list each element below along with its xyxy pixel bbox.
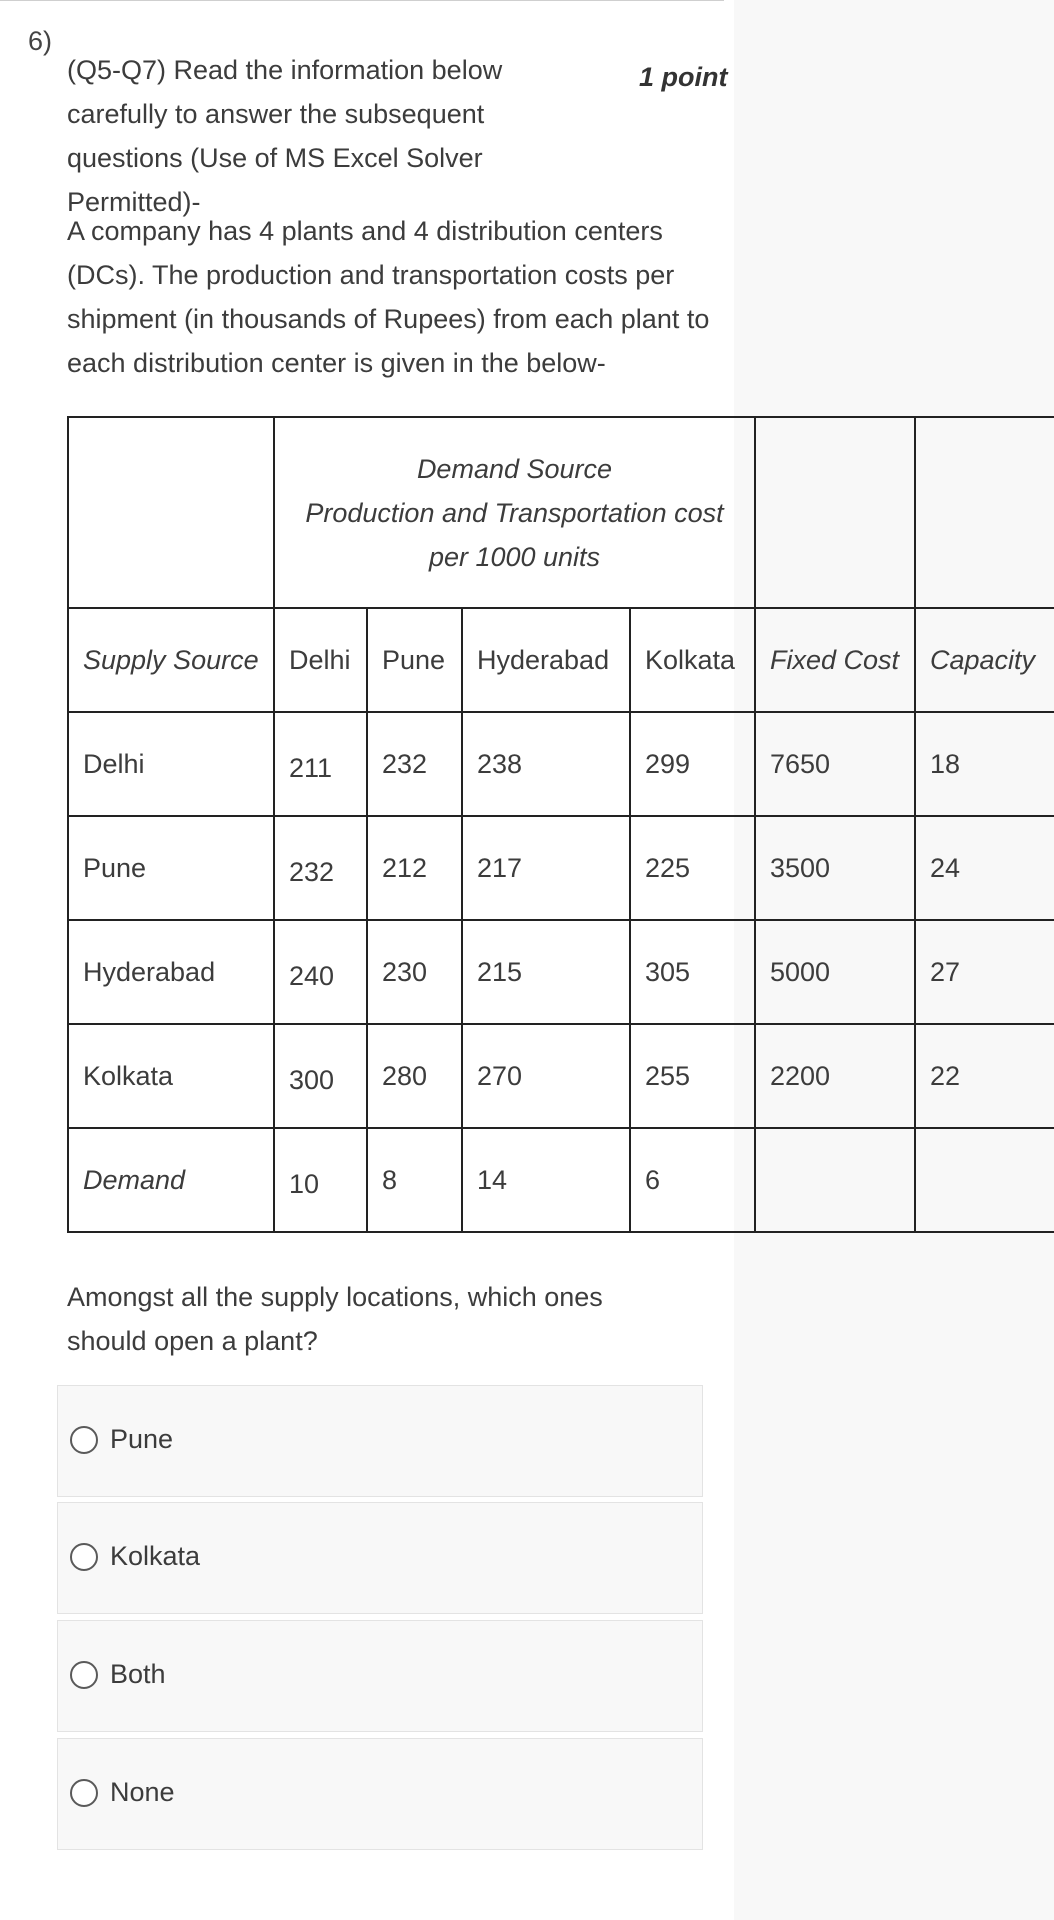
column-header: Fixed Cost <box>755 608 915 712</box>
column-header: Delhi <box>274 608 367 712</box>
table-row <box>68 816 1054 920</box>
table-row <box>68 1024 1054 1128</box>
option-label: Both <box>110 1659 166 1689</box>
radio-button-icon[interactable] <box>70 1426 98 1454</box>
option-label: Pune <box>110 1424 174 1454</box>
question-title: (Q5-Q7) Read the information below carefully to answer the subsequent questions (Use of MS Excel Solver Permitted)- <box>67 55 503 217</box>
supply-source-cell: Delhi <box>68 712 274 816</box>
cost-cell: 305 <box>630 920 755 1024</box>
column-header: Supply Source <box>68 608 274 712</box>
question-number: 6) <box>28 26 53 56</box>
option-label: Kolkata <box>110 1541 201 1571</box>
demand-row <box>68 1128 1054 1232</box>
column-header: Pune <box>367 608 462 712</box>
cost-cell <box>274 920 367 1024</box>
demand-cell: 6 <box>630 1128 755 1232</box>
supply-source-cell: Kolkata <box>68 1024 274 1128</box>
option-pune[interactable] <box>57 1385 703 1497</box>
demand-cell: 14 <box>462 1128 630 1232</box>
cost-cell: 230 <box>367 920 462 1024</box>
cost-cell <box>274 712 367 816</box>
fixed-cost-cell: 7650 <box>755 712 915 816</box>
radio-button-icon[interactable] <box>70 1661 98 1689</box>
question-prompt: Amongst all the supply locations, which ones should open a plant? <box>67 1282 603 1356</box>
cost-cell: 212 <box>367 816 462 920</box>
top-divider <box>0 0 724 1</box>
fixed-cost-cell: 5000 <box>755 920 915 1024</box>
cost-cell: 255 <box>630 1024 755 1128</box>
cost-table <box>67 416 1054 1233</box>
demand-value: 10 <box>289 1168 320 1199</box>
table-row <box>68 920 1054 1024</box>
cost-cell: 215 <box>462 920 630 1024</box>
cost-cell <box>274 816 367 920</box>
demand-header-line: Production and Transportation cost <box>305 497 724 528</box>
option-both[interactable] <box>57 1620 703 1732</box>
column-header: Hyderabad <box>462 608 630 712</box>
cost-cell: 217 <box>462 816 630 920</box>
supply-source-cell: Hyderabad <box>68 920 274 1024</box>
capacity-cell: 18 <box>915 712 1054 816</box>
capacity-cell: 27 <box>915 920 1054 1024</box>
cost-cell: 225 <box>630 816 755 920</box>
fixed-cost-cell: 2200 <box>755 1024 915 1128</box>
points-label: 1 point <box>639 62 728 92</box>
demand-label-cell: Demand <box>68 1128 274 1232</box>
empty-header-cell <box>915 417 1054 608</box>
cost-value: 300 <box>289 1064 335 1095</box>
empty-cell <box>915 1128 1054 1232</box>
empty-header-cell <box>755 417 915 608</box>
demand-source-header <box>274 417 755 608</box>
supply-source-cell: Pune <box>68 816 274 920</box>
cost-value: 232 <box>289 856 335 887</box>
demand-header-line: Demand Source <box>416 453 613 484</box>
column-header: Kolkata <box>630 608 755 712</box>
fixed-cost-cell: 3500 <box>755 816 915 920</box>
capacity-cell: 24 <box>915 816 1054 920</box>
question-intro: A company has 4 plants and 4 distribution centers (DCs). The production and transportation costs per shipment (in thousands of Rupees) from each plant to each distribution center is given in the below- <box>67 216 710 378</box>
empty-cell <box>755 1128 915 1232</box>
demand-header-line: per 1000 units <box>428 541 601 572</box>
cost-cell: 280 <box>367 1024 462 1128</box>
cost-cell <box>274 1024 367 1128</box>
option-label: None <box>110 1777 175 1807</box>
demand-cell <box>274 1128 367 1232</box>
table-header-row <box>68 608 1054 712</box>
table-row <box>68 712 1054 816</box>
cost-cell: 299 <box>630 712 755 816</box>
cost-value: 211 <box>289 752 333 783</box>
option-kolkata[interactable] <box>57 1502 703 1614</box>
column-header: Capacity <box>915 608 1054 712</box>
radio-button-icon[interactable] <box>70 1543 98 1571</box>
option-none[interactable] <box>57 1738 703 1850</box>
radio-button-icon[interactable] <box>70 1779 98 1807</box>
cost-cell: 270 <box>462 1024 630 1128</box>
cost-cell: 232 <box>367 712 462 816</box>
table-corner-cell <box>68 417 274 608</box>
cost-value: 240 <box>289 960 335 991</box>
cost-cell: 238 <box>462 712 630 816</box>
capacity-cell: 22 <box>915 1024 1054 1128</box>
demand-cell: 8 <box>367 1128 462 1232</box>
